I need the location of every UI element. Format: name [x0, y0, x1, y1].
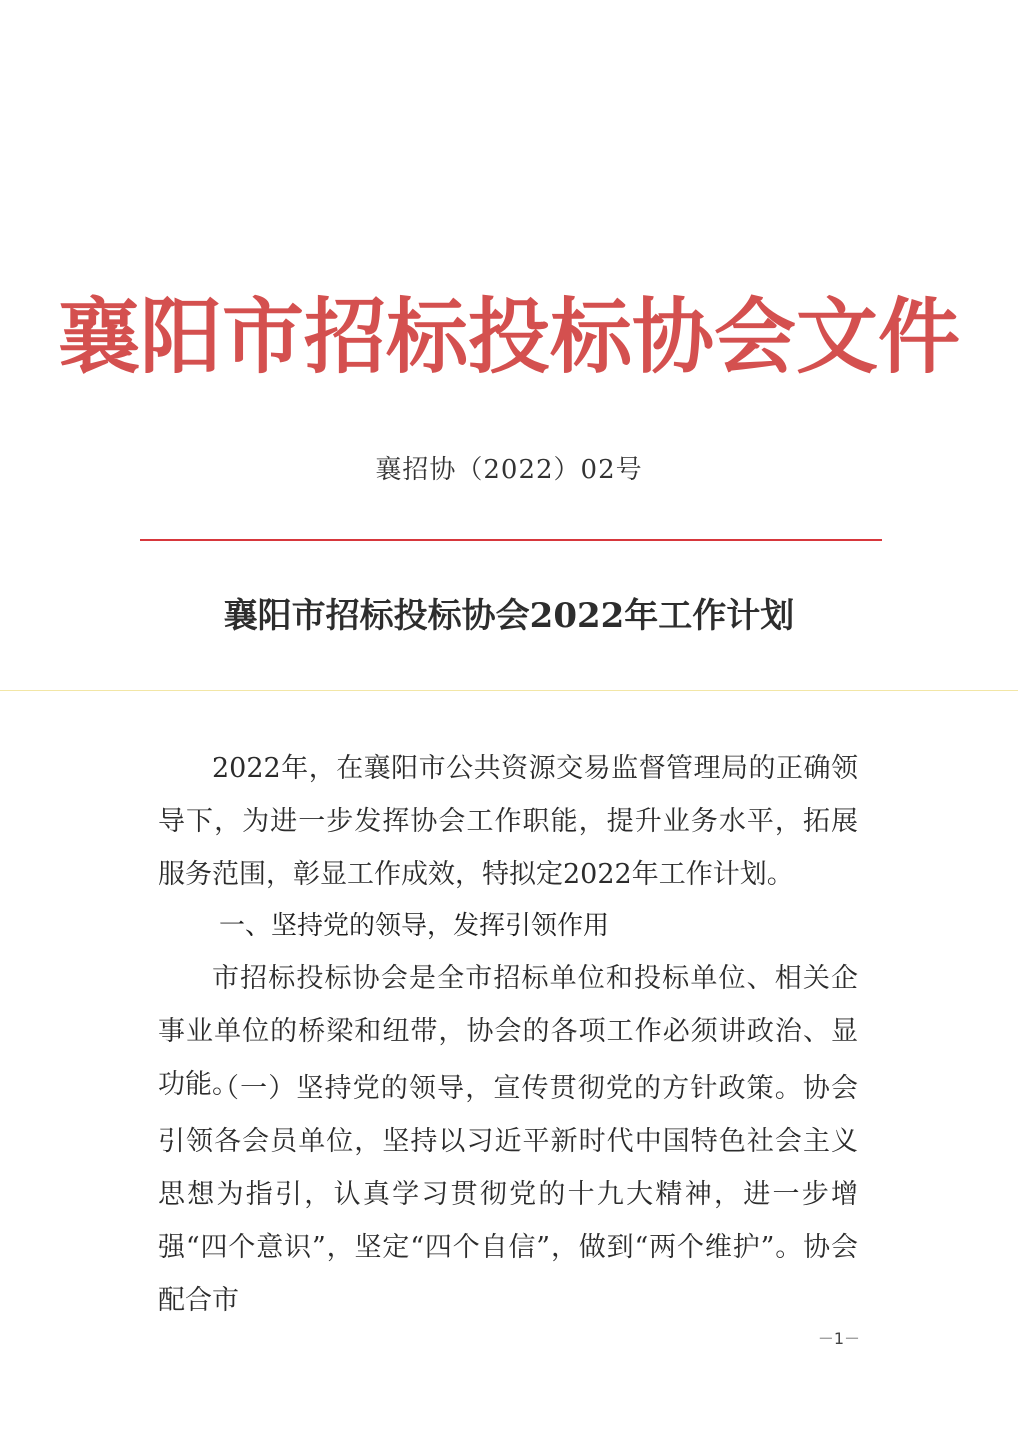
document-title: 襄阳市招标投标协会2022年工作计划: [223, 596, 795, 636]
paragraph-section1-item1: （一）坚持党的领导，宣传贯彻党的方针政策。协会引领各会员单位，坚持以习近平新时代中国特色社会主义思想为指引，认真学习贯彻党的十九大精神，进一步增强“四个意识”，坚定“四个自信”，做到“两个维护”。协会配合市: [158, 1073, 858, 1316]
page-number: －1－: [817, 1329, 860, 1348]
section-heading: 一、坚持党的领导，发挥引领作用: [219, 911, 610, 941]
org-header: 襄阳市招标投标协会文件: [57, 289, 960, 385]
scan-artifact-line: [0, 690, 1018, 691]
header-divider: [140, 539, 882, 541]
paragraph-intro: 2022年，在襄阳市公共资源交易监督管理局的正确领导下，为进一步发挥协会工作职能，提升业务水平，拓展服务范围，彰显工作成效，特拟定2022年工作计划。: [158, 753, 858, 890]
paragraph-section1-body: 市招标投标协会是全市招标单位和投标单位、相关企事业单位的桥梁和纽带，协会的各项工作必须讲政治、显功能。: [158, 963, 858, 1100]
document-number: 襄招协（2022）02号: [375, 455, 643, 485]
